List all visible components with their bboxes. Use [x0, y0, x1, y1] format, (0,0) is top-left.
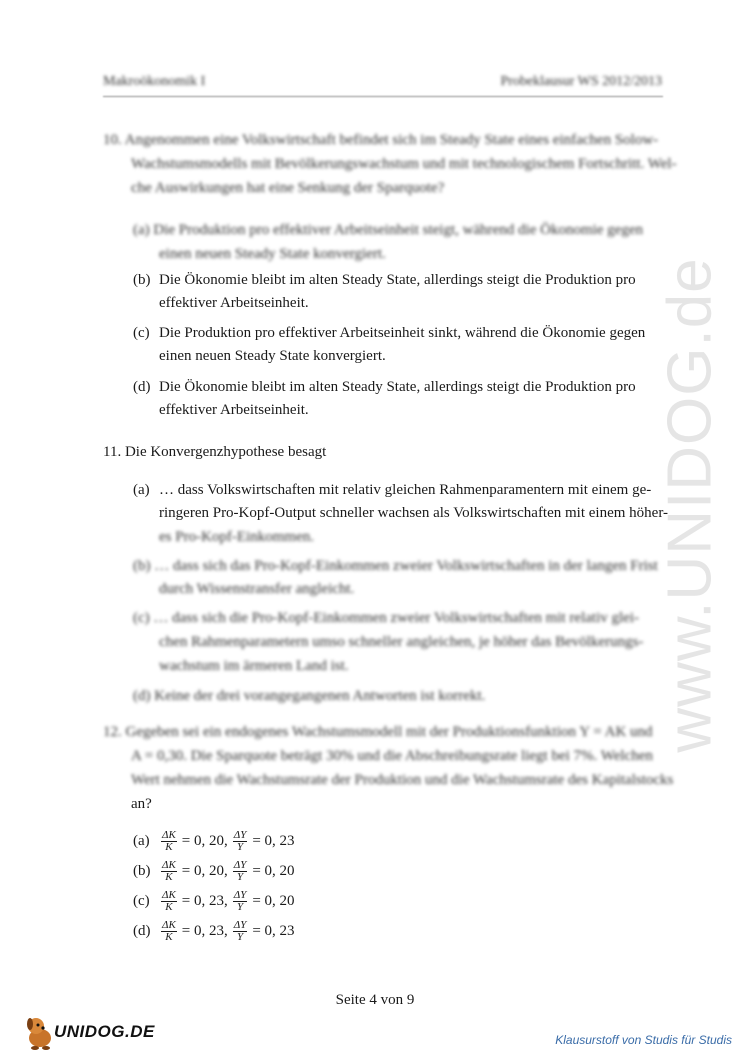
q12-option-d — [133, 917, 298, 945]
q10-option-b-line-1: Die Ökonomie bleibt im alten Steady State, allerdings steigt die Produktion pro — [159, 272, 636, 288]
q10-option-a-line-2: einen neuen Steady State konvergiert. — [159, 246, 386, 262]
q11-option-b-line-1: (b) … dass sich das Pro-Kopf-Einkommen zweier Volkswirtschaften in der langen Frist — [133, 558, 658, 574]
logo-text: UNIDOG.DE — [54, 1022, 155, 1041]
footer-tagline: Klausurstoff von Studis für Studis — [555, 1033, 732, 1047]
header-exam-title: Probeklausur WS 2012/2013 — [500, 74, 662, 89]
q11-stem: 11. Die Konvergenzhypothese besagt — [103, 444, 327, 460]
q12-stem-line-1: 12. Gegeben sei ein endogenes Wachstumsmodell mit der Produktionsfunktion Y = AK und — [103, 724, 653, 740]
q10-option-d-line-2: effektiver Arbeitseinheit. — [159, 402, 309, 418]
q12-stem-line-3: Wert nehmen die Wachstumsrate der Produktion und die Wachstumsrate des Kapitalstocks — [131, 772, 674, 788]
page-number: Seite 4 von 9 — [335, 992, 415, 1008]
q11-option-a-line-1: … dass Volkswirtschaften mit relativ gleichen Rahmenparamentern mit einem ge- — [159, 482, 652, 498]
option-label: (b) — [133, 862, 151, 879]
k-value: = 0, 20, — [181, 862, 228, 879]
q11-option-a-line-3: es Pro-Kopf-Einkommen. — [159, 529, 314, 545]
y-value: = 0, 23 — [252, 922, 295, 939]
q10-option-a-line-1: (a) Die Produktion pro effektiver Arbeitseinheit steigt, während die Ökonomie gegen — [133, 222, 643, 238]
q10-stem-line-2: Wachstumsmodells mit Bevölkerungswachstum und mit technologischem Fortschritt. Wel- — [131, 156, 677, 172]
y-value: = 0, 20 — [252, 862, 295, 879]
k-value: = 0, 23, — [181, 922, 228, 939]
option-label: (c) — [133, 892, 150, 909]
q12-option-c — [133, 887, 298, 915]
q10-option-c-line-1: Die Produktion pro effektiver Arbeitseinheit sinkt, während die Ökonomie gegen — [159, 325, 646, 341]
q10-stem-line-1: 10. Angenommen eine Volkswirtschaft befindet sich im Steady State eines einfachen Solow- — [103, 132, 659, 148]
q11-option-a-line-2: ringeren Pro-Kopf-Output schneller wachsen als Volkswirtschaften mit einem höher- — [159, 505, 669, 521]
delta-y-over-y: $\frac{\Delta Y}{Y}$ — [233, 858, 247, 883]
q11-option-d: (d) Keine der drei vorangegangenen Antworten ist korrekt. — [133, 688, 486, 704]
q12-stem-line-2: A = 0,30. Die Sparquote beträgt 30% und die Abschreibungsrate liegt bei 7%. Welchen — [131, 748, 653, 764]
delta-k-over-k: $\frac{\Delta K}{K}$ — [162, 918, 176, 943]
delta-y-over-y: $\frac{\Delta Y}{Y}$ — [233, 888, 247, 913]
option-label: (d) — [133, 922, 151, 939]
delta-k-over-k: $\frac{\Delta K}{K}$ — [162, 888, 176, 913]
header-rule — [103, 96, 663, 97]
header-course-title: Makroökonomik I — [103, 74, 206, 89]
q12-option-b — [133, 857, 298, 885]
dog-icon — [22, 1012, 58, 1052]
q10-option-c-label: (c) — [133, 325, 150, 341]
q11-option-c-line-1: (c) … dass sich die Pro-Kopf-Einkommen zweier Volkswirtschaften mit relativ glei- — [133, 610, 639, 626]
delta-k-over-k: $\frac{\Delta K}{K}$ — [162, 828, 176, 853]
unidog-logo — [22, 1010, 155, 1054]
q10-stem-line-3: che Auswirkungen hat eine Senkung der Sparquote? — [131, 180, 445, 196]
k-value: = 0, 20, — [181, 832, 228, 849]
q10-option-c-line-2: einen neuen Steady State konvergiert. — [159, 348, 386, 364]
q10-option-b-label: (b) — [133, 272, 151, 288]
q10-option-b-line-2: effektiver Arbeitseinheit. — [159, 295, 309, 311]
y-value: = 0, 23 — [252, 832, 295, 849]
y-value: = 0, 20 — [252, 892, 295, 909]
q12-stem-line-4: an? — [131, 796, 152, 812]
watermark: www.UNIDOG.de — [655, 257, 725, 753]
q12-option-a — [133, 827, 298, 855]
option-label: (a) — [133, 832, 150, 849]
delta-y-over-y: $\frac{\Delta Y}{Y}$ — [233, 918, 247, 943]
delta-k-over-k: $\frac{\Delta K}{K}$ — [162, 858, 176, 883]
q11-option-b-line-2: durch Wissenstransfer angleicht. — [159, 581, 355, 597]
q11-option-a-label: (a) — [133, 482, 150, 498]
delta-y-over-y: $\frac{\Delta Y}{Y}$ — [233, 828, 247, 853]
q11-option-c-line-2: chen Rahmenparametern umso schneller angleichen, je höher das Bevölkerungs- — [159, 634, 644, 650]
q11-option-c-line-3: wachstum im ärmeren Land ist. — [159, 658, 349, 674]
q10-option-d-label: (d) — [133, 379, 151, 395]
q10-option-d-line-1: Die Ökonomie bleibt im alten Steady State, allerdings steigt die Produktion pro — [159, 379, 636, 395]
k-value: = 0, 23, — [181, 892, 228, 909]
